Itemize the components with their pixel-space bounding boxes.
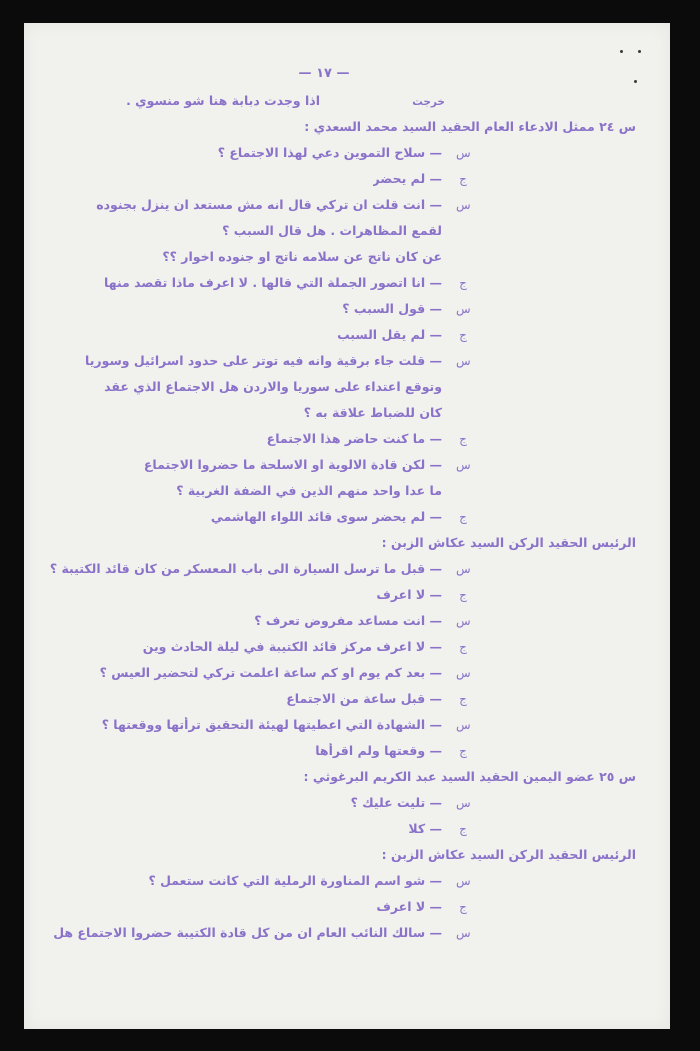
document-line: — بعد كم يوم او كم ساعة اعلمت تركي لتحضير العيس ؟ [99, 665, 442, 680]
document-line: — لكن قادة الالوية او الاسلحة ما حضروا الاجتماع [143, 457, 442, 472]
document-line: — قول السبب ؟ [342, 301, 442, 316]
document-line: وتوقع اعتداء على سوريا والاردن هل الاجتماع الذي عقد [104, 379, 442, 394]
qa-marker: ج [459, 276, 467, 290]
edge-dot [638, 50, 641, 53]
document-line: — شو اسم المناورة الرملية التي كانت ستعمل ؟ [148, 873, 442, 888]
document-line: عن كان ناتج عن سلامه ناتج او جنوده اخوار ؟؟ [162, 249, 442, 264]
document-line: ما عدا واحد منهم الذين في الضفة الغربية ؟ [176, 483, 442, 498]
document-line: — انت قلت ان تركي قال انه مش مستعد ان ينزل بجنوده [96, 197, 442, 212]
qa-marker: س [456, 198, 471, 212]
document-line: الرئيس الحقيد الركن السيد عكاش الزبن : [381, 535, 636, 550]
document-line: س ٢٤ ممثل الادعاء العام الحقيد السيد محمد السعدي : [304, 119, 636, 134]
qa-marker: س [456, 796, 471, 810]
document-line: — كلا [408, 821, 442, 836]
qa-marker: ج [459, 432, 467, 446]
qa-marker: ج [459, 172, 467, 186]
qa-marker: س [456, 874, 471, 888]
document-line: اذا وجدت دبابة هنا شو منسوي . [126, 93, 320, 108]
qa-marker: ج [459, 822, 467, 836]
qa-marker: س [456, 302, 471, 316]
document-line: — قبل ما ترسل السيارة الى باب المعسكر من كان قائد الكتيبة ؟ [49, 561, 442, 576]
qa-marker: س [456, 718, 471, 732]
document-line: — سالك النائب العام ان من كل قادة الكتيبة حضروا الاجتماع هل [53, 925, 442, 940]
edge-dot [634, 80, 637, 83]
qa-marker: س [456, 354, 471, 368]
document-line: — قبل ساعة من الاجتماع [286, 691, 442, 706]
document-page [24, 23, 670, 1029]
handwritten-insertion: خرجت [412, 96, 445, 108]
edge-dot [620, 50, 623, 53]
document-line: — قلت جاء برقية وانه فيه توتر على حدود اسرائيل وسوريا [85, 353, 442, 368]
qa-marker: س [456, 614, 471, 628]
qa-marker: س [456, 926, 471, 940]
qa-marker: س [456, 562, 471, 576]
document-line: — ما كنت حاضر هذا الاجتماع [266, 431, 442, 446]
qa-marker: س [456, 666, 471, 680]
document-line: — الشهادة التي اعطيتها لهيئة التحقيق ترأتها ووقعتها ؟ [101, 717, 442, 732]
document-line: — لا اعرف مركز قائد الكتيبة في ليلة الحادث وين [142, 639, 442, 654]
document-line: لقمع المظاهرات . هل قال السبب ؟ [222, 223, 442, 238]
document-line: — سلاح التموين دعي لهذا الاجتماع ؟ [217, 145, 442, 160]
page-number: — ١٧ — [298, 66, 350, 81]
qa-marker: ج [459, 744, 467, 758]
document-line: الرئيس الحقيد الركن السيد عكاش الزبن : [381, 847, 636, 862]
document-line: كان للضباط علاقة به ؟ [303, 405, 442, 420]
document-line: — لا اعرف [376, 899, 442, 914]
document-line: — لم يحضر سوى قائد اللواء الهاشمي [210, 509, 442, 524]
document-line: — لا اعرف [376, 587, 442, 602]
document-line: — انت مساعد مفروض تعرف ؟ [254, 613, 442, 628]
qa-marker: ج [459, 692, 467, 706]
qa-marker: س [456, 146, 471, 160]
document-line: — لم يحضر [372, 171, 442, 186]
document-line: س ٢٥ عضو اليمين الحقيد السيد عبد الكريم البرغوثي : [303, 769, 636, 784]
document-line: — وقعتها ولم اقرأها [315, 743, 442, 758]
qa-marker: ج [459, 588, 467, 602]
document-line: — لم يقل السبب [337, 327, 442, 342]
document-line: — انا اتصور الجملة التي قالها . لا اعرف ماذا تقصد منها [104, 275, 442, 290]
qa-marker: ج [459, 640, 467, 654]
qa-marker: س [456, 458, 471, 472]
qa-marker: ج [459, 328, 467, 342]
qa-marker: ج [459, 510, 467, 524]
qa-marker: ج [459, 900, 467, 914]
document-line: — تليت عليك ؟ [350, 795, 442, 810]
